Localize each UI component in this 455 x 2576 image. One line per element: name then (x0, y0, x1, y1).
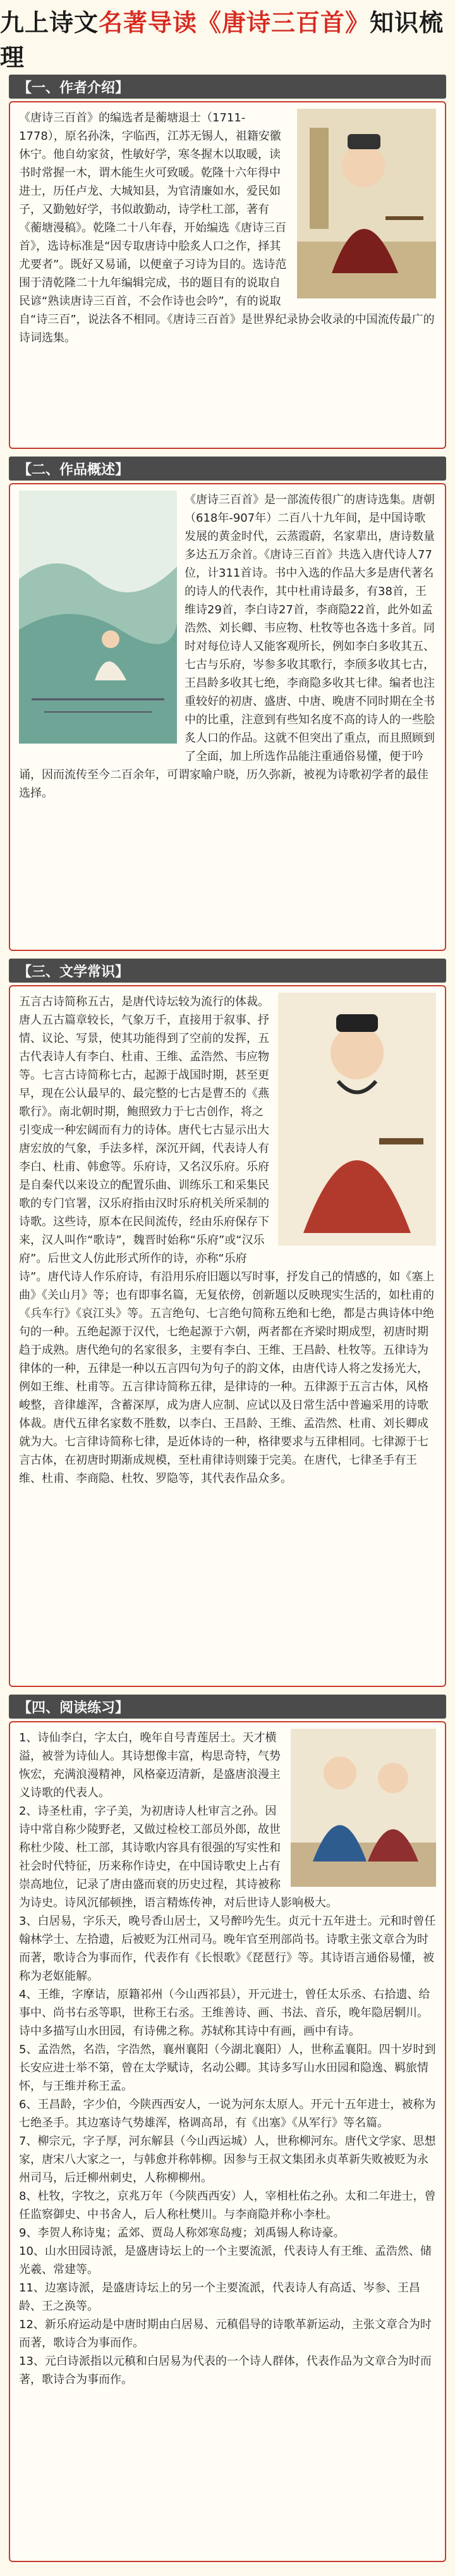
practice-item-7: 7、柳宗元，字子厚，河东解县（今山西运城）人，世称柳河东。唐代文学家、思想家，唐宋八大家之一，与韩愈并称韩柳。因参与王叔文集团永贞革新失败被贬为永州司马，后迁柳州刺史，人称柳柳州。 (19, 2135, 436, 2185)
practice-item-3: 3、白居易，字乐天，晚号香山居士，又号醉吟先生。贞元十五年进士。元和时曾任翰林学士、左拾遗，后被贬为江州司马。晚年官至刑部尚书。诗歌主张文章合为时而著，歌诗合为事而作，代表作有《长恨歌》《琵琶行》等。其诗语言通俗易懂，被称为老妪能解。 (19, 1915, 436, 1983)
practice-item-5: 5、孟浩然，名浩，字浩然，襄州襄阳（今湖北襄阳）人，世称孟襄阳。四十岁时到长安应进士举不第，曾在太学赋诗，名动公卿。其诗多写山水田园和隐逸、羁旅情怀，与王维并称王孟。 (19, 2043, 436, 2093)
poet-image (278, 993, 436, 1246)
section-head-knowledge: 【三、文学常识】 (9, 959, 446, 983)
practice-item-1: 1、诗仙李白，字太白，晚年自号青莲居士。天才横溢，被誉为诗仙人。其诗想像丰富，构思奇特，气势恢宏，充满浪漫精神，风格豪迈清新，是盛唐浪漫主义诗歌的代表人。 (19, 1731, 281, 1800)
title-part-3: 《唐诗三百首》 (197, 8, 370, 37)
section-head-author: 【一、作者介绍】 (9, 75, 446, 99)
landscape-image (19, 491, 177, 744)
practice-item-12: 12、新乐府运动是中唐时期由白居易、元稹倡导的诗歌革新运动，主张文章合为时而著，歌诗合为事而作。 (19, 2318, 432, 2350)
portrait-image (297, 109, 436, 298)
title-part-1: 九上诗文 (0, 8, 99, 37)
practice-item-11: 11、边塞诗派，是盛唐诗坛上的另一个主要流派，代表诗人有高适、岑参、王昌龄、王之涣等。 (19, 2281, 420, 2313)
title-part-2: 名著导读 (99, 8, 198, 37)
practice-item-13: 13、元白诗派指以元稹和白居易为代表的一个诗人群体，代表作品为文章合为时而著，歌诗合为事而作。 (19, 2355, 432, 2386)
section-author (9, 101, 446, 449)
practice-item-4: 4、王维，字摩诘，原籍祁州（今山西祁县），开元进士，曾任太乐丞、右拾遗、给事中、尚书右丞等职，世称王右丞。王维善诗、画、书法、音乐，晚年隐居辋川。诗中多描写山水田园，有诗佛之称。苏轼称其诗中有画，画中有诗。 (19, 1988, 430, 2038)
author-text: 《唐诗三百首》的编选者是蘅塘退士（1711-1778），原名孙洙，字临西，江苏无锡人，祖籍安徽休宁。他自幼家贫，性敏好学，寒冬握木以取暖，读书时常握一木，谓木能生火可致暖。乾隆十六年得中进士，历任卢龙、大城知县，为官清廉如水，爱民如子，又勤勉好学，书似敢勤动，诗学杜工部，著有《蘅塘漫稿》。乾隆二十八年春，开始编选《唐诗三百首》，选诗标准是“因专取唐诗中脍炙人口之作，择其尤要者”。既好又易诵，以便童子习诗为目的。选诗范围于清乾隆二十九年编辑完成，书的题目有的说取自民谚“熟读唐诗三百首，不会作诗也会吟”，有的说取自“诗三百”，说法各不相同。《唐诗三百首》是世界纪录协会收录的中国流传最广的诗词选集。 (19, 111, 435, 345)
section-head-practice: 【四、阅读练习】 (9, 1695, 446, 1719)
practice-item-10: 10、山水田园诗派，是盛唐诗坛上的一个主要流派，代表诗人有王维、孟浩然、储光羲、常建等。 (19, 2245, 432, 2276)
scene-image (291, 1729, 436, 1887)
title-part-4: 知识梳理 (0, 8, 444, 71)
practice-item-6: 6、王昌龄，字少伯，今陕西西安人，一说为河东太原人。开元十五年进士，被称为七绝圣手。其边塞诗气势雄浑，格调高昂，有《出塞》《从军行》等名篇。 (19, 2098, 436, 2130)
section-head-overview: 【二、作品概述】 (9, 457, 446, 481)
practice-item-8: 8、杜牧，字牧之，京兆万年（今陕西西安）人，宰相杜佑之孙。太和二年进士，曾任监察御史、中书舍人，后人称杜樊川。与李商隐并称小李杜。 (19, 2190, 436, 2221)
practice-item-9: 9、李贺人称诗鬼；孟郊、贾岛人称郊寒岛瘦；刘禹锡人称诗豪。 (19, 2226, 345, 2240)
practice-item-2: 2、诗圣杜甫，字子美，为初唐诗人杜审言之孙。因诗中常自称少陵野老，又做过检校工部员外郎，故世称杜少陵、杜工部，其诗歌内容具有很强的写实性和社会时代特征，历来称作诗史，在中国诗歌史上占有崇高地位，记录了唐由盛而衰的历史过程，其诗被称为诗史。诗风沉郁顿挫，语言精炼传神，对后世诗人影响极大。 (19, 1805, 337, 1910)
section-overview (9, 483, 446, 951)
section-practice (9, 1721, 446, 2562)
page-title (0, 0, 455, 76)
overview-text: 《唐诗三百首》是一部流传很广的唐诗选集。唐朝（618年-907年）二百八十九年间，是中国诗歌发展的黄金时代，云蒸霞蔚，名家辈出，唐诗数量多达五万余首。《唐诗三百首》共选入唐代诗人77位，计311首诗。书中入选的作品大多是唐代著名的诗人的代表作，其中杜甫诗最多，有38首，王维诗29首，李白诗27首，李商隐22首，此外如孟浩然、刘长卿、韦应物、杜牧等也各选十多首。同时对每位诗人又能客观所长，例如李白多收其五、七古与乐府，岑参多收其歌行，李颀多收其七古，王昌龄多收其七绝，李商隐多收其七律。编者也注重较好的初唐、盛唐、中唐、晚唐不同时期在全书中的比重，注意到有些知名度不高的诗人的一些脍炙人口的作品。这就不但突出了重点，而且照顾到了全面，加上所选作品能注重通俗易懂，便于吟诵，因而流传至今二百余年，可谓家喻户晓，历久弥新，被视为诗歌初学者的最佳选择。 (19, 493, 435, 800)
section-knowledge (9, 985, 446, 1687)
knowledge-text: 五言古诗简称五古，是唐代诗坛较为流行的体裁。唐人五古篇章较长，气象万千，直接用于叙事、抒情、议论、写景，使其功能得到了空前的发挥，五古代表诗人有李白、杜甫、王维、孟浩然、韦应物等。七言古诗简称七古，起源于战国时期，甚至更早，现在公认最早的、最完整的七古是曹丕的《燕歌行》。南北朝时期，鲍照致力于七古创作，将之引变成一种宏阔而有力的诗体。唐代七古显示出大唐宏放的气象，手法多样，深沉开阔，代表诗人有李白、杜甫、韩愈等。乐府诗，又名汉乐府。乐府是自秦代以来设立的配置乐曲、训练乐工和采集民歌的专门官署，汉乐府指由汉时乐府机关所采制的诗歌。这些诗，原本在民间流传，经由乐府保存下来，汉人叫作“歌诗”，魏晋时始称“乐府”或“汉乐府”。后世文人仿此形式所作的诗，亦称“乐府诗”。唐代诗人作乐府诗，有沿用乐府旧题以写时事，抒发自己的情感的，如《塞上曲》《关山月》等；也有即事名篇，无复依傍，创新题以反映现实生活的，如杜甫的《兵车行》《哀江头》等。五言绝句、七言绝句简称五绝和七绝，都是古典诗体中绝句的一种。五绝起源于汉代，七绝起源于六朝，两者都在齐梁时期成型，初唐时期趋于成熟。唐代绝句的名家很多，主要有李白、王维、王昌龄、杜牧等。五律诗为律体的一种，五律是一种以五言四句为句子的韵文体，由唐代诗人将之发扬光大，例如王维、杜甫等。五言律诗简称五律，是律诗的一种。五律源于五言古体，风格峻整，音律雄浑，含蓄深厚，成为唐人应制、应试以及日常生活中普遍采用的诗歌体裁。唐代五律名家数不胜数，以李白、王昌龄、王维、孟浩然、杜甫、刘长卿成就为大。七言律诗简称七律，是近体诗的一种，格律要求与五律相同。七律源于七言古体，在初唐时期渐成规模，至杜甫律诗则臻于完美。在唐代，七律圣手有王维、杜甫、李商隐、杜牧、罗隐等，其代表作品众多。 (19, 995, 435, 1485)
